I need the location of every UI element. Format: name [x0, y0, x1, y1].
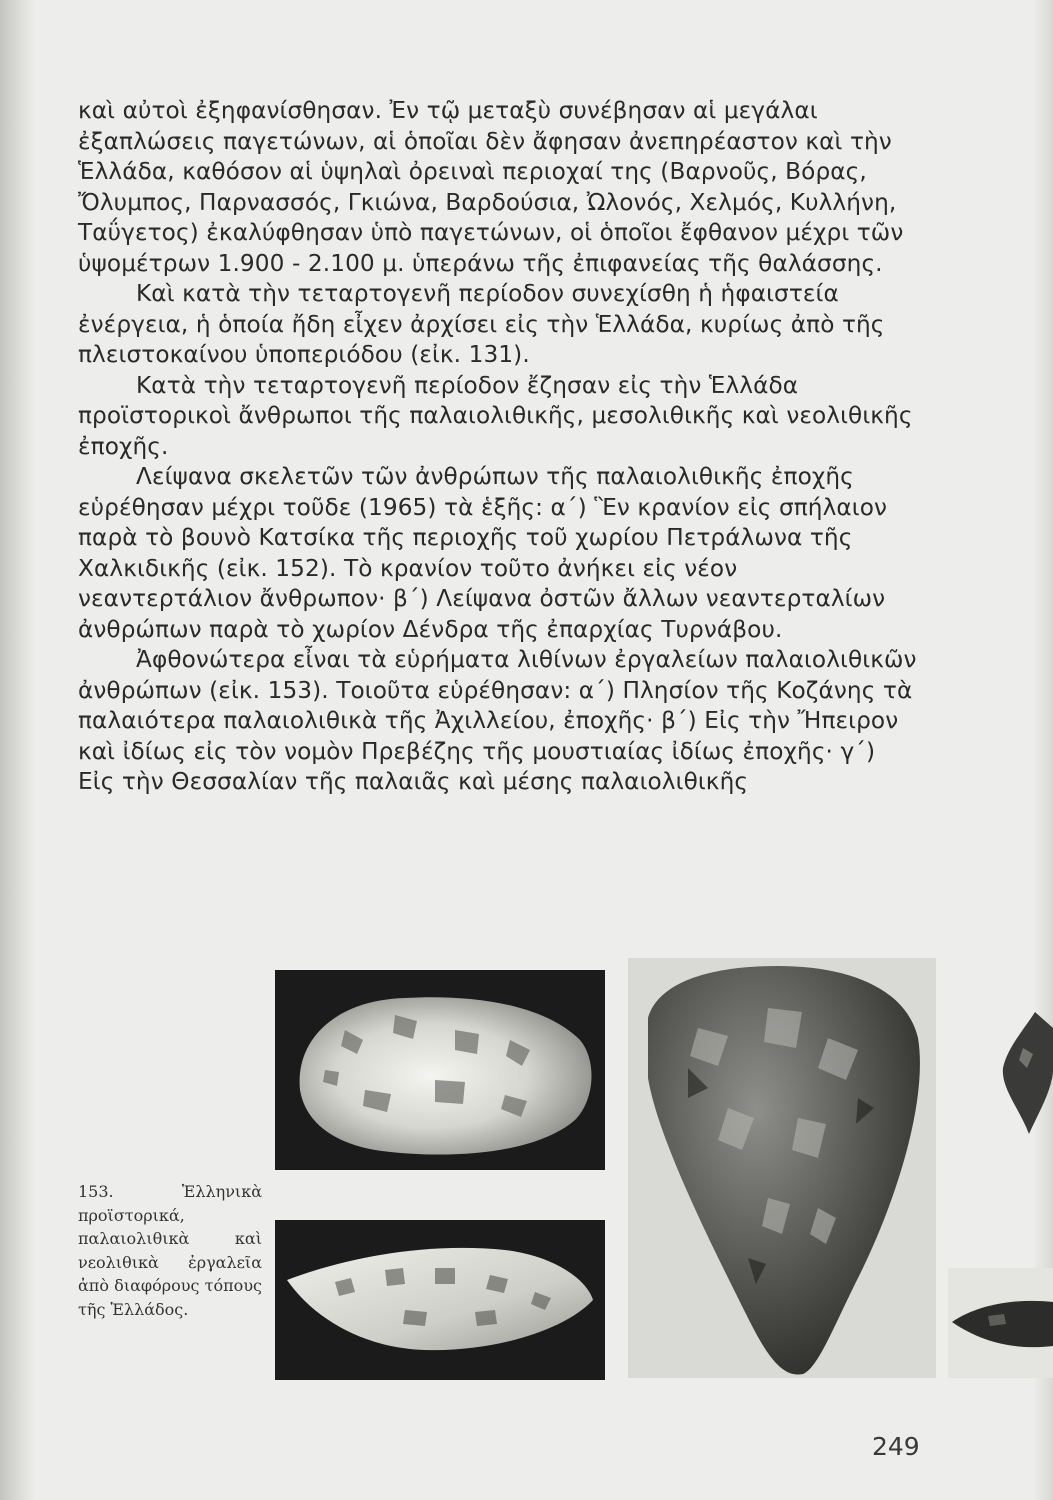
paragraph-4: Λείψανα σκελετῶν τῶν ἀνθρώπων τῆς παλαιολιθικῆς ἐποχῆς εὑρέθησαν μέχρι τοῦδε (1965) τὰ ἑξῆς: α΄) Ἓν κρανίον εἰς σπήλαιον παρὰ τὸ βουνὸ Κατσίκα τῆς περιοχῆς τοῦ χωρίου Πετράλωνα τῆς Χαλκιδικῆς (εἰκ. 152). Τὸ κρανίον τοῦτο ἀνήκει εἰς νέον νεαντερτάλιον ἄνθρωπον· β΄) Λείψανα ὀστῶν ἄλλων νεαντερταλίων ἀνθρώπων παρὰ τὸ χωρίον Δένδρα τῆς ἐπαρχίας Τυρνάβου. [78, 463, 888, 643]
photo-flint-blade-bottom [275, 1220, 605, 1380]
paragraph-5: Ἀφθονώτερα εἶναι τὰ εὑρήματα λιθίνων ἐργαλείων παλαιολιθικῶν ἀνθρώπων (εἰκ. 153). Τοιοῦτα εὑρέθησαν: α΄) Πλησίον τῆς Κοζάνης τὰ παλαιότερα παλαιολιθικὰ τῆς Ἀχιλλείου, ἐποχῆς· β΄) Εἰς τὴν Ἤπειρον καὶ ἰδίως εἰς τὸν νομὸν Πρεβέζης τῆς μουστιαίας ἰδίως ἐποχῆς· γ΄) Εἰς τὴν Θεσσαλίαν τῆς παλαιᾶς καὶ μέσης παλαιολιθικῆς [78, 646, 917, 795]
body-text [78, 96, 918, 798]
paragraph-3: Κατὰ τὴν τεταρτογενῆ περίοδον ἔζησαν εἰς τὴν Ἑλλάδα προϊστορικοὶ ἄνθρωποι τῆς παλαιολιθικῆς, μεσολιθικῆς καὶ νεολιθικῆς ἐποχῆς. [78, 371, 913, 460]
photo-flint-tool-top [275, 970, 605, 1170]
paragraph-1: καὶ αὐτοὶ ἐξηφανίσθησαν. Ἐν τῷ μεταξὺ συνέβησαν αἱ μεγάλαι ἐξαπλώσεις παγετώνων, αἱ ὁποῖαι δὲν ἄφησαν ἀνεπηρέαστον καὶ τὴν Ἑλλάδα, καθόσον αἱ ὑψηλαὶ ὀρειναὶ περιοχαί της (Βαρνοῦς, Βόρας, Ὄλυμπος, Παρνασσός, Γκιώνα, Βαρδούσια, Ὠλονός, Χελμός, Κυλλήνη, Ταΰγετος) ἐκαλύφθησαν ὑπὸ παγετώνων, οἱ ὁποῖοι ἔφθανον μέχρι τῶν ὑψομέτρων 1.900 - 2.100 μ. ὑπεράνω τῆς ἐπιφανείας τῆς θαλάσσης. [78, 97, 904, 277]
photo-hand-axe [628, 958, 936, 1378]
figure-caption: 153. Ἑλληνικὰ προϊστορικά, παλαιολιθικὰ καὶ νεολιθικὰ ἐργαλεῖα ἀπὸ διαφόρους τόπους τῆς Ἑλλάδος. [78, 1182, 262, 1319]
page-gutter-shadow [0, 0, 34, 1500]
page-number: 249 [872, 1432, 920, 1461]
photo-blade-partial [948, 1268, 1053, 1378]
photo-arrowhead-partial [995, 1008, 1053, 1138]
paragraph-2: Καὶ κατὰ τὴν τεταρτογενῆ περίοδον συνεχίσθη ἡ ἡφαιστεία ἐνέργεια, ἡ ὁποία ἤδη εἶχεν ἀρχίσει εἰς τὴν Ἑλλάδα, κυρίως ἀπὸ τῆς πλειστοκαίνου ὑποπεριόδου (εἰκ. 131). [78, 280, 885, 368]
